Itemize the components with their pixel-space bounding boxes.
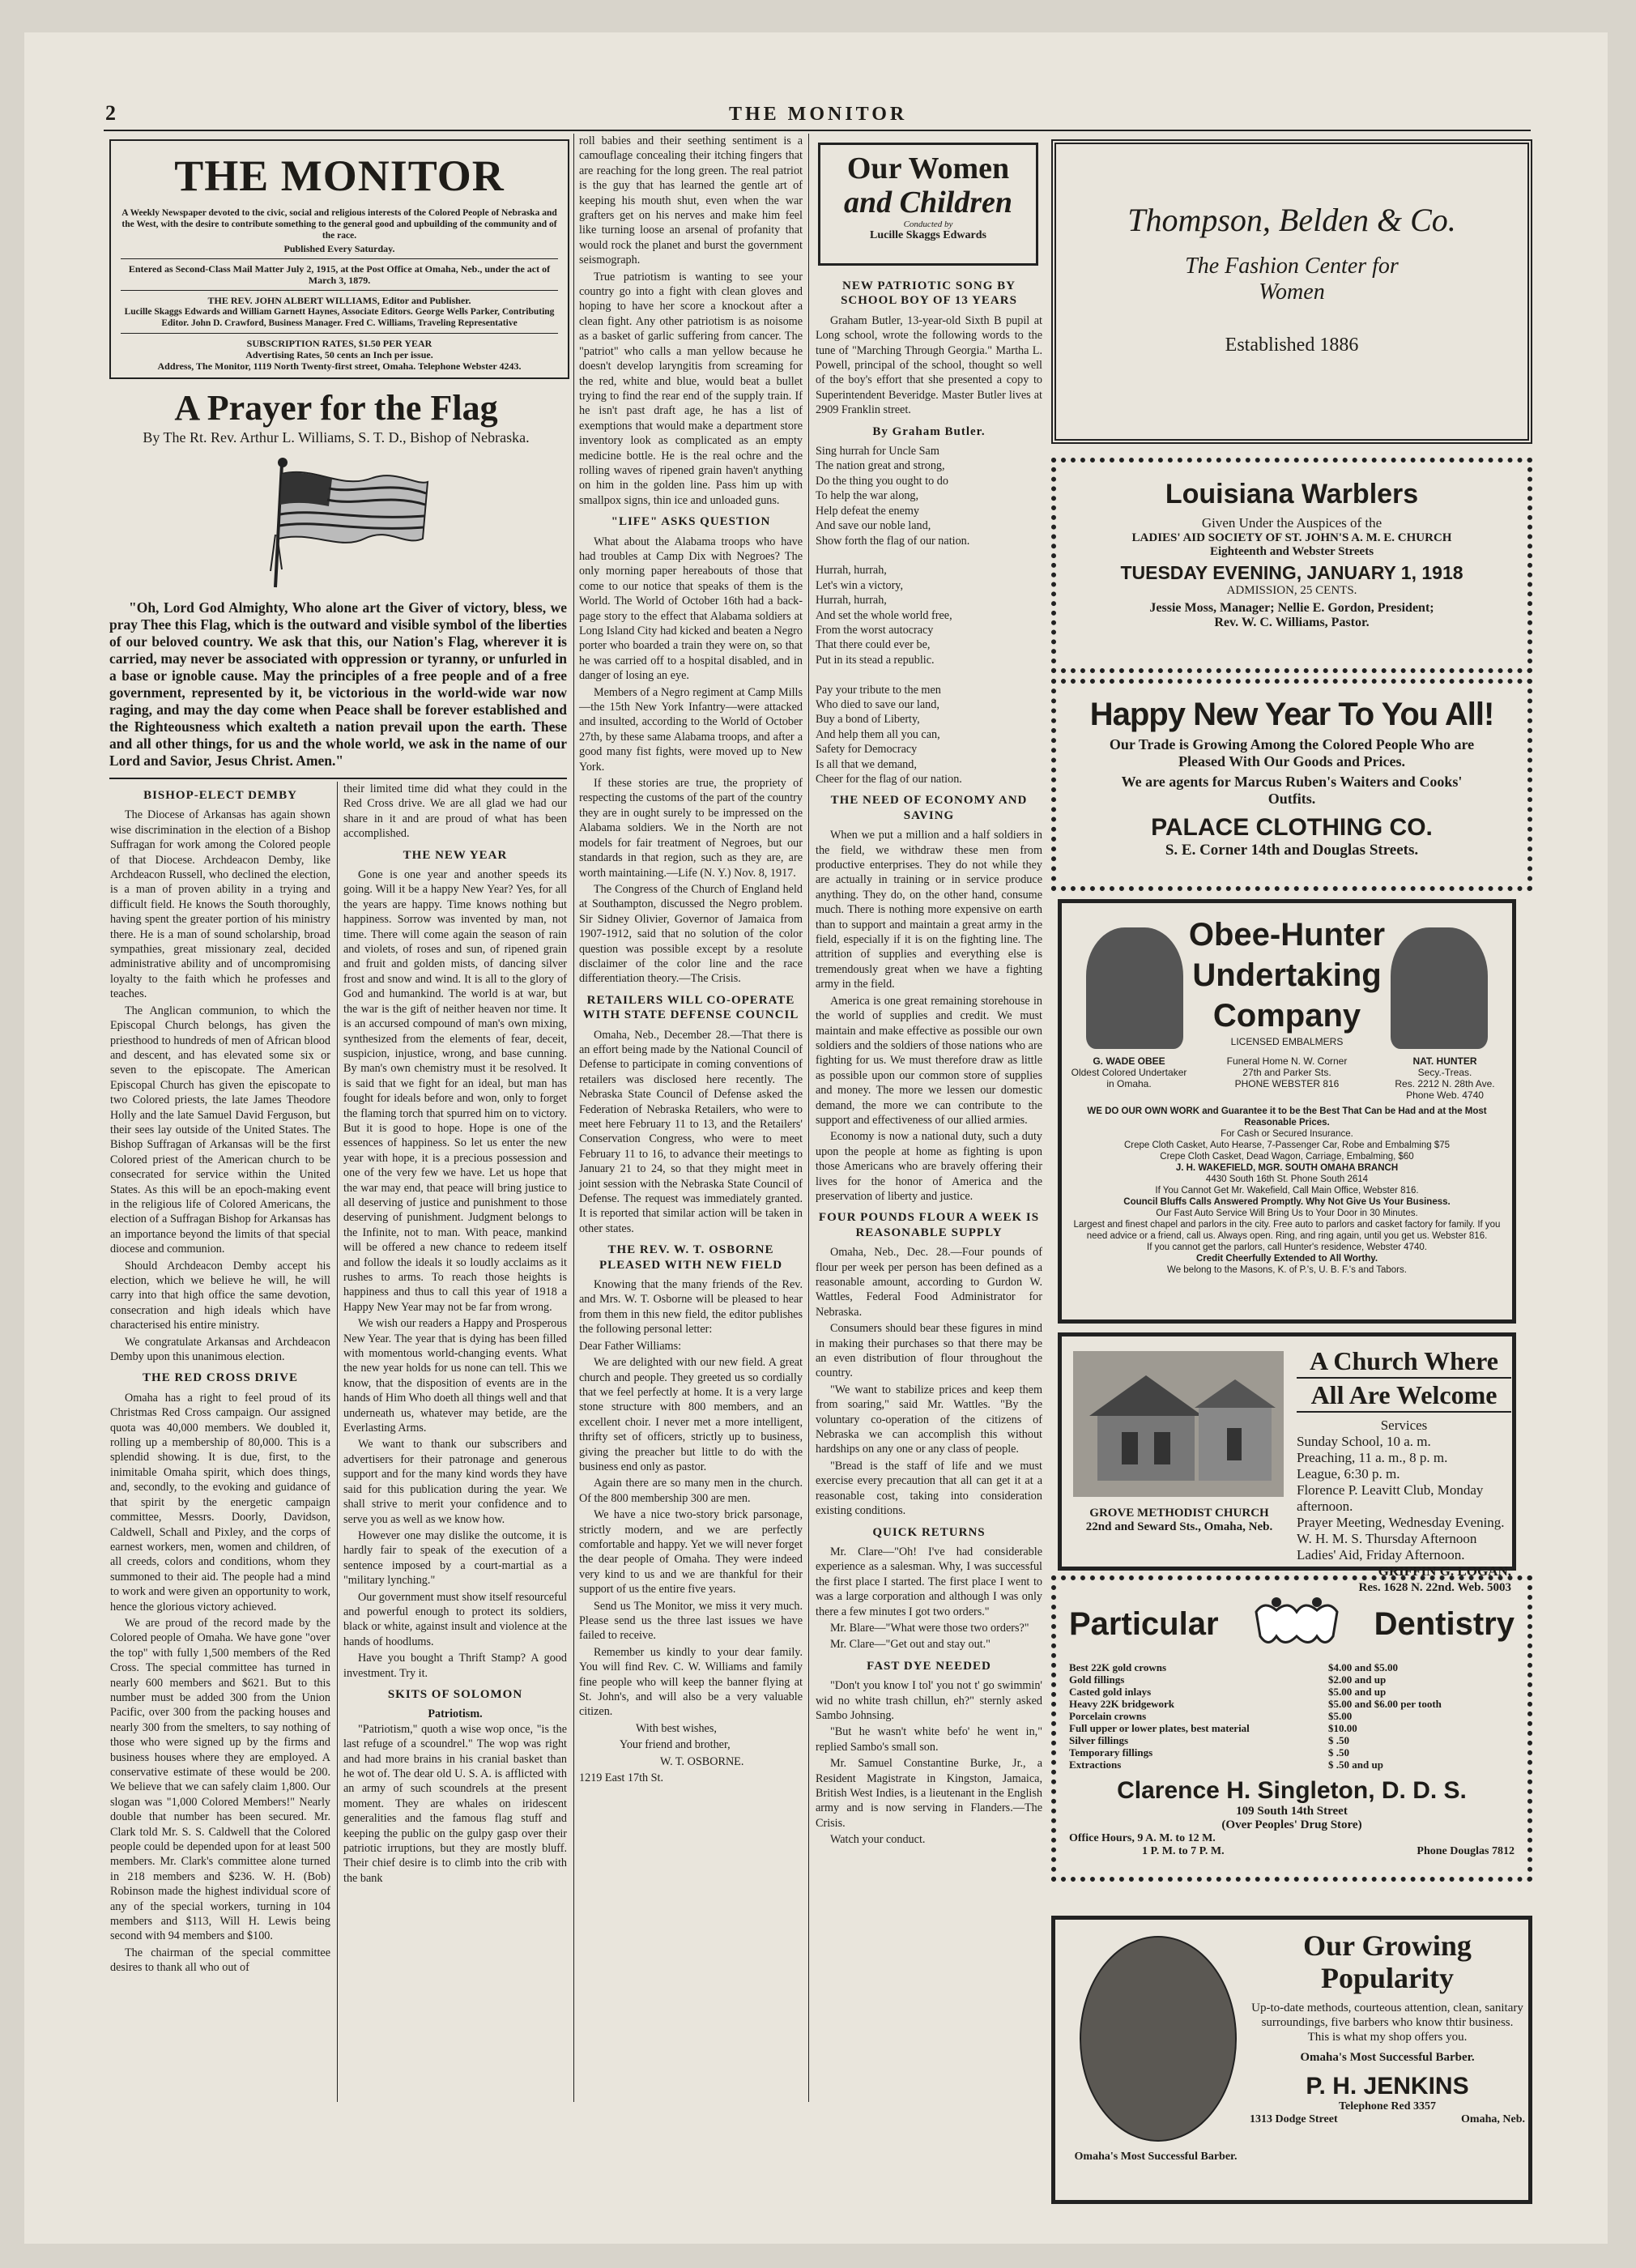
article-paragraph: We have a nice two-story brick parsonage, strictly modern, and we are perfectly comfortable and happy. Yet we will never forget the dear people of Omaha. They were indeed very kind to us and we are thankful for their support of us the entire five years.: [579, 1508, 803, 1597]
article-paragraph: Omaha, Neb., December 28.—That there is an effort being made by the National Council of Defense to participate in coming conventions of retailers was disclosed here recently. The Nebraska State Council of Defense asked the Federation of Nebraska Retailers, who were to meet here February 11 to 13, and the Retailers' Conservation Congress, who were to meet February 11 to 16, to advance their meetings to January 21 to 24, so that they might meet in joint session with the Nebraska State Council of Defense. The request was immediately granted. It is reported that similar action will be taken in other states.: [579, 1028, 803, 1235]
jenkins-name: P. H. JENKINS: [1306, 2073, 1469, 2100]
dentist-phone: Phone Douglas 7812: [1417, 1845, 1515, 1857]
price-value: $5.00: [1328, 1710, 1353, 1722]
church-title: A Church Where: [1297, 1345, 1511, 1379]
jenkins-text: Up-to-date methods, courteous attention, clean, sanitary surroundings, five barbers who know thtir business. This is what my shop offers you.: [1251, 2002, 1523, 2044]
article-paragraph: "We want to stabilize prices and keep them from soaring," said Mr. Wattles. "By the voluntary co-operation of the citizens of Nebraska we can accomplish this without hardships on any one or any class of people.: [816, 1383, 1042, 1456]
warblers-title: Louisiana Warblers: [1165, 479, 1419, 509]
masthead-advertising: Advertising Rates, 50 cents an Inch per issue.: [245, 349, 433, 360]
obee-right-name: NAT. HUNTER: [1412, 1055, 1477, 1067]
article-paragraph: Gone is one year and another speeds its going. Will it be a happy New Year? Yes, for all the years are happy. Time knows nothing but happiness. Sorrow was invented by man, not time. There will come again the season of rain and violets, of roses and sun, of ripened grain and fruit and golden mists, of dancing silver frost and snow and wind. It is all to the glory of God and humankind. The world is at war, but the war is the gift of neither heaven nor time. It is an accursed compound of man's own mixing, synthesized from the elements of fear, deceit, suspicion, injustice, wrong, and base cunning. By man's own chemistry must it be resolved. It is said that we fight for an ideal, but man has fought for ideals before and won, only to forget the flaming torch that spurred him on to victory. But it is good to hope. Hope is one of the essences of happiness. So let us enter the new year with hope, it is a precious possession and one of the very few we have. Let us hope that the war may end, that peace will bring justice to all deserving of justice and punishment to those deserving of punishment. Judgment belongs to the Infinite, not to man. With peace, mankind will be offered a new chance to redeem itself and follow the ideals it so loudly acclaims as it rushes to arms. To reach those heights is happiness and thus to call this year of 1918 a Happy New Year may not be far from wrong.: [343, 868, 567, 1314]
warblers-line: Jessie Moss, Manager; Nellie E. Gordon, President;: [1149, 601, 1434, 615]
obee-body: If you cannot get the parlors, call Hunter's residence, Webster 4740.: [1147, 1243, 1427, 1252]
church-residence: Res. 1628 N. 22nd. Web. 5003: [1358, 1581, 1511, 1594]
obee-mid-line: PHONE WEBSTER 816: [1234, 1078, 1340, 1089]
price-list: [1069, 1661, 1515, 1771]
dentistry-title-2: Dentistry: [1374, 1605, 1515, 1642]
article-paragraph: Send us The Monitor, we miss it very much. Please send us the three last issues we have failed to receive.: [579, 1599, 803, 1643]
article-paragraph: We are proud of the record made by the Colored people of Omaha. We have gone "over the top" with fully 1,500 members of the Red Cross. The special committee has turned in nearly 600 members and $621. But to this number must be added 300 from the Union Pacific, over 300 from the packing houses and nearly 300 from the smelters, to say nothing of those who were signed up by the firms and business houses where they are employed. A conservative estimate of these would be 200. We believe that we can safely claim 1,800. Our slogan was "1,000 Colored Members!" Nearly double that number has been secured. Mr. Clark told Mr. S. S. Caldwell that the Colored people could be depended upon for at least 500 members. Mr. Clark's committee alone turned in 218 members and $236. W. H. (Bob) Robinson made the highest individual score of any of the special workers, turning in 104 members and $113, Will H. Lewis being second with 94 members and $100.: [110, 1616, 330, 1943]
article-paragraph: Should Archdeacon Demby accept his election, which we believe he will, he will carry into that high office the same devotion, consecration and high ideals which have characterised his entire ministry.: [110, 1259, 330, 1332]
price-item: Full upper or lower plates, best material: [1069, 1722, 1250, 1734]
poem-byline: By Graham Butler.: [872, 424, 986, 438]
article-paragraph: "Don't you know I tol' you not t' go swimmin' wid no white trash chillun, eh?" sternly asked Sambo Johnsing.: [816, 1679, 1042, 1722]
price-row: [1069, 1686, 1515, 1698]
obee-right-line: Secy.-Treas.: [1417, 1067, 1472, 1078]
article-paragraph: We want to thank our subscribers and advertisers for their patronage and generous support and for the many kind words they have said for this publication during the year. We shall strive to merit your confidence and to serve you as well as we know how.: [343, 1438, 567, 1526]
obee-body: Crepe Cloth Casket, Auto Hearse, 7-Passenger Car, Robe and Embalming $75: [1123, 1140, 1451, 1150]
header-rule: [104, 130, 1531, 131]
obee-body: We belong to the Masons, K. of P.'s, U. B. F.'s and Tabors.: [1167, 1265, 1407, 1275]
article-paragraph: Graham Butler, 13-year-old Sixth B pupil at Long school, wrote the following words to the tune of "Marching Through Georgia." Martha L. Powell, principal of the school, thought so well of the boy's effort that she presented a copy to Superintendent Beveridge. Master Butler lives at 2909 Franklin street.: [816, 313, 1042, 417]
article-paragraph: their limited time did what they could in the Red Cross drive. We are all glad we had our share in it and are proud of what has been accomplished.: [343, 782, 567, 841]
warblers-line: ADMISSION, 25 CENTS.: [1226, 584, 1357, 597]
article-paragraph: However one may dislike the outcome, it is hardly fair to speak of the execution of a sentence imposed by a court-martial as a "military lynching.": [343, 1528, 567, 1588]
column-4: [816, 272, 1042, 2095]
column-rule: [573, 134, 574, 2102]
article-paragraph: Again there are so many men in the church. Of the 800 membership 300 are men.: [579, 1477, 803, 1505]
jenkins-caption: Omaha's Most Successful Barber.: [1074, 2151, 1238, 2163]
page-number: 2: [105, 101, 116, 125]
article-paragraph: Consumers should bear these figures in mind in making their purchases so that there may be an even distribution of flour throughout the country.: [816, 1322, 1042, 1380]
article-paragraph: Omaha, Neb., Dec. 28.—Four pounds of flour per week per person has been defined as a reasonable amount, according to Gurdon W. Wattles, Federal Food Administrator for Nebraska.: [816, 1246, 1042, 1319]
article-paragraph: Members of a Negro regiment at Camp Mills—the 15th New York Infantry—were attacked and insulted, according to the World of October 27th, by these same Alabama troops, and after a good many fist fights, were moved up to New York.: [579, 685, 803, 774]
ad-jenkins-barber: [1051, 1916, 1532, 2204]
article-paragraph: True patriotism is wanting to see your country go into a fight with clean gloves and hoping to have her score a knockout after a clean fight. Any other patriotism is as noisome as a basket of garlic suffering from cancer. The "patriot" who calls a man yellow because he doesn't develop laryngitis from screaming for the red, white and blue, would beat a bullet trying to find the rear end of the supply train. If he isn't past draft age, he has a list of exemptions that would make a department store inventory look as complicated as an empty medicine bottle. He is the real ochre and the rolling waves of ripened grain haven't anything on him in the golden line. Pass him up with smallpox signs, thin ice and unloaded guns.: [579, 270, 803, 507]
church-line: Florence P. Leavitt Club, Monday afternoon.: [1297, 1482, 1484, 1514]
price-item: Extractions: [1069, 1759, 1122, 1771]
dentist-address: 109 South 14th Street: [1236, 1805, 1348, 1818]
church-line: Preaching, 11 a. m., 8 p. m.: [1297, 1450, 1448, 1465]
church-caption-2: 22nd and Seward Sts., Omaha, Neb.: [1085, 1520, 1273, 1533]
article-paragraph: We wish our readers a Happy and Prosperous New Year. The year that is dying has been filled with momentous world-changing events. What the new year holds for us none can tell. This we know, that the disposition of events are in the hands of Him Who doeth all things well and that underneath us, whatever may betide, are the Everlasting Arms.: [343, 1317, 567, 1435]
running-title: THE MONITOR: [729, 104, 908, 125]
church-line: W. H. M. S. Thursday Afternoon: [1297, 1531, 1477, 1546]
article-paragraph: roll babies and their seething sentiment is a camouflage concealing their itching fingers that are reaching for the long green. The real patriot is the guy that has learned the gentle art of keeping his mouth shut, even when the war grafters get on his nerves and make him feel like turning loose an arsenal of profanity that would rock the planet and burst the government seismograph.: [579, 134, 803, 267]
dentist-hours: Office Hours, 9 A. M. to 12 M.: [1069, 1832, 1216, 1844]
column-1: [110, 782, 330, 2102]
headline-osborne: THE REV. W. T. OSBORNE PLEASED WITH NEW FIELD: [599, 1243, 783, 1272]
palace-line: We are agents for Marcus Ruben's Waiters and Cooks': [1121, 774, 1463, 790]
obee-right-line: Phone Web. 4740: [1406, 1089, 1484, 1101]
palace-address: S. E. Corner 14th and Douglas Streets.: [1165, 842, 1419, 859]
jenkins-title-2: Popularity: [1320, 1962, 1454, 1994]
obee-right-line: Res. 2212 N. 28th Ave.: [1395, 1078, 1495, 1089]
column-3: [579, 134, 803, 2094]
obee-body: Crepe Cloth Casket, Dead Wagon, Carriage, Embalming, $60: [1160, 1152, 1414, 1162]
price-row: [1069, 1698, 1515, 1710]
obee-body: Largest and finest chapel and parlors in the city. Free auto to parlors and casket factory for family. If you need advice or a friend, call us. Always open. Ring, and ring again, until you get us. Webster 816.: [1073, 1220, 1501, 1241]
column-rule: [337, 782, 338, 2102]
price-value: $4.00 and $5.00: [1328, 1661, 1398, 1673]
obee-mid-line: 27th and Parker Sts.: [1242, 1067, 1331, 1078]
headline-new-year: THE NEW YEAR: [403, 848, 508, 862]
obee-body: J. H. WAKEFIELD, MGR. SOUTH OMAHA BRANCH: [1175, 1163, 1399, 1173]
palace-line: Our Trade is Growing Among the Colored People Who are: [1109, 736, 1475, 752]
ad-dentistry: [1051, 1575, 1532, 1882]
ad-grove-church: [1058, 1332, 1516, 1594]
ad-louisiana-warblers: [1051, 458, 1532, 673]
obee-title: Obee-Hunter: [1188, 917, 1386, 953]
warblers-line: Rev. W. C. Williams, Pastor.: [1214, 616, 1370, 629]
church-title-2: All Are Welcome: [1297, 1379, 1511, 1413]
article-paragraph: The Diocese of Arkansas has again shown wise discrimination in the election of a Bishop Suffragan for work among the Colored people of that Diocese. Archdeacon Demby, like Archdeacon Russell, who declined the election, is a man of proven ability in a trying and difficult field. He knows the South thoroughly, having spent the greater portion of his ministry there. He is a man of sound scholarship, broad sympathies, great missionary zeal, decided administrative ability and of uncompromising loyalty to the faith which he professes and teaches.: [110, 808, 330, 1001]
masthead-editor: THE REV. JOHN ALBERT WILLIAMS, Editor and Publisher.: [207, 295, 471, 306]
obee-body: 4430 South 16th St. Phone South 2614: [1205, 1174, 1369, 1184]
letter-closing: Your friend and brother,: [620, 1738, 731, 1752]
obee-left-name: G. WADE OBEE: [1093, 1055, 1165, 1067]
dentist-hours-2: 1 P. M. to 7 P. M.: [1142, 1845, 1225, 1857]
conducted-by: Conducted by: [903, 220, 953, 229]
price-row: [1069, 1759, 1515, 1771]
price-item: Temporary fillings: [1069, 1746, 1153, 1759]
ad-thompson-belden: [1051, 139, 1532, 444]
church-illustration: [1073, 1351, 1284, 1497]
dentistry-title: Particular: [1069, 1605, 1219, 1642]
masthead-address: Address, The Monitor, 1119 North Twenty-first street, Omaha. Telephone Webster 4243.: [157, 360, 522, 372]
dentist-name: Clarence H. Singleton, D. D. S.: [1117, 1777, 1467, 1804]
price-item: Gold fillings: [1069, 1673, 1125, 1686]
masthead-description: A Weekly Newspaper devoted to the civic, social and religious interests of the Colored People of Nebraska and the West, with the desire to contribute something to the general good and upbuilding of the community and of the race.: [121, 208, 557, 241]
price-item: Silver fillings: [1069, 1734, 1129, 1746]
masthead-title: THE MONITOR: [174, 151, 505, 200]
palace-line: Outfits.: [1267, 791, 1316, 807]
price-row: [1069, 1734, 1515, 1746]
headline-red-cross: THE RED CROSS DRIVE: [143, 1371, 298, 1385]
palace-name: PALACE CLOTHING CO.: [1151, 814, 1433, 841]
price-value: $2.00 and up: [1328, 1673, 1387, 1686]
article-paragraph: "Patriotism," quoth a wise wop once, "is the last refuge of a scoundrel." The wop was right and had more brains in his cranial basket than he wot of. The dear old U. S. A. is afflicted with an army of such scoundrels at the present moment. They are whales on iridescent generalities and the famous flag stuff and keeping the public on the gulpy gasp over their patriotic irruptions, but they are mostly bluff. Their chief desire is to climb into the crib with the bank: [343, 1722, 567, 1885]
ad-obee-hunter: [1058, 899, 1516, 1324]
obee-mid-line: Funeral Home N. W. Corner: [1226, 1055, 1348, 1067]
jenkins-city: Omaha, Neb.: [1461, 2113, 1525, 2125]
price-row: [1069, 1661, 1515, 1673]
price-value: $10.00: [1328, 1722, 1357, 1734]
letter-salutation: Dear Father Williams:: [579, 1339, 682, 1353]
church-line: Prayer Meeting, Wednesday Evening.: [1297, 1515, 1505, 1530]
church-line: League, 6:30 p. m.: [1297, 1466, 1400, 1481]
headline-skits: SKITS OF SOLOMON: [387, 1687, 523, 1701]
obee-body: WE DO OUR OWN WORK and Guarantee it to be the Best That Can be Had and at the Most Reasonable Prices.: [1087, 1106, 1487, 1128]
warblers-date: TUESDAY EVENING, JANUARY 1, 1918: [1120, 562, 1463, 583]
women-children-box: [818, 143, 1038, 266]
church-caption: GROVE METHODIST CHURCH: [1089, 1507, 1269, 1520]
women-children-title-2: and Children: [843, 185, 1013, 220]
obee-body: If You Cannot Get Mr. Wakefield, Call Main Office, Webster 816.: [1155, 1186, 1419, 1196]
article-paragraph: When we put a million and a half soldiers in the field, we withdraw these men from productive enterprises. They do not while they are actually in training or in service produce anything. They do, on the other hand, consume much. There is nothing more expensive on earth than to support and maintain a great army in the field, especially if it is on the fighting line. The attrition of supplies and everything else is tremendously great when we have a fighting army in the field.: [816, 829, 1042, 991]
price-value: $5.00 and up: [1328, 1686, 1387, 1698]
thompson-name: Thompson, Belden & Co.: [1127, 202, 1456, 238]
article-paragraph: Economy is now a national duty, such a duty upon the people at home as fighting is upon those Americans who are bravely offering their lives for the honor of America and the preservation of liberty and justice.: [816, 1130, 1042, 1203]
price-item: Best 22K gold crowns: [1069, 1661, 1167, 1673]
letter-signature: W. T. OSBORNE.: [660, 1754, 744, 1768]
headline-bishop-elect: BISHOP-ELECT DEMBY: [143, 789, 297, 802]
church-pastor: GRIFFIN G. LOGAN,: [1378, 1563, 1511, 1579]
price-row: [1069, 1673, 1515, 1686]
prayer-rule: [109, 778, 567, 779]
price-row: [1069, 1746, 1515, 1759]
column-rule: [808, 134, 809, 2102]
portrait-obee: [1086, 927, 1183, 1049]
article-paragraph: Mr. Clare—"Get out and stay out.": [830, 1638, 991, 1652]
article-paragraph: Have you bought a Thrift Stamp? A good investment. Try it.: [343, 1652, 567, 1680]
obee-title-2: Undertaking: [1192, 957, 1382, 993]
article-paragraph: We are delighted with our new field. A great church and people. They greeted us so cordially that we feel perfectly at home. It is a very large stone structure with 800 members, and an excellent choir. I never met a more intelligent, thrifty set of officers, strictly up to business, giving the preacher but little to do with the business end only as pastor.: [579, 1356, 803, 1473]
jenkins-title: Our Growing: [1303, 1929, 1472, 1962]
headline-flour: FOUR POUNDS FLOUR A WEEK IS REASONABLE SUPPLY: [818, 1211, 1040, 1239]
warblers-line: Given Under the Auspices of the: [1201, 515, 1383, 531]
prayer-text: "Oh, Lord God Almighty, Who alone art the Giver of victory, bless, we pray Thee this Flag, which is the outward and visible symbol of the liberties of our beloved country. We ask that this, our Nation's Flag, wherever it is carried, may never be associated with oppression or tyranny, or unfurled in a base or ignoble cause. May the principles of a free people and of a free government, represented by it, be victorious in the world-wide war now raging, and may the day come when Peace shall be forever established and the Righteousness which exalteth a nation prevail upon the earth. These and all other things, for us and the whole world, we ask in the name of our Lord and Savior, Jesus Christ. Amen.": [109, 599, 567, 769]
patriotic-poem: Sing hurrah for Uncle Sam The nation great and strong, Do the thing you ought to do To help the war along, Help defeat the enemy And save our noble land, Show forth the flag of our nation. Hurrah, hurrah, Let's win a victory, Hurrah, hurrah, And set the whole world free, From the worst autocracy That there could ever be, Put in its stead a republic. Pay your tribute to the men Who died to save our land, Buy a bond of Liberty, And help them all you can, Safety for Democracy Is all that we demand, Cheer for the flag of our nation.: [816, 445, 970, 786]
teeth-icon: [1248, 1596, 1345, 1652]
article-paragraph: Remember us kindly to your dear family. You will find Rev. C. W. Williams and family fine people who will keep the banner flying at St. John's, and will also be a very valuable citizen.: [579, 1645, 803, 1719]
church-services: Services: [1380, 1418, 1428, 1433]
warblers-line: LADIES' AID SOCIETY OF ST. JOHN'S A. M. E. CHURCH: [1131, 531, 1452, 544]
headline-patriotic-song: NEW PATRIOTIC SONG BY SCHOOL BOY OF 13 YEARS: [841, 279, 1017, 308]
thompson-established: Established 1886: [1225, 335, 1359, 356]
article-paragraph: Mr. Samuel Constantine Burke, Jr., a Resident Magistrate in Kingston, Jamaica, British West Indies, is a lieutenant in the English army and is now serving in Flanders.—The Crisis.: [816, 1757, 1042, 1830]
article-paragraph: Mr. Blare—"What were those two orders?": [830, 1621, 1029, 1635]
obee-title-3: Company: [1212, 998, 1361, 1034]
article-paragraph: The Anglican communion, to which the Episcopal Church belongs, has given the priesthood to hundreds of men of African blood and descent, and has elevated some six or seven to the episcopate. The American Episcopal Church has given the episcopate to two Colored priests, the late James Theodore Holly and the late Samuel David Ferguson, but their sees lay outside of the United States. The Bishop Suffragan of Arkansas will be the first Colored priest of the American church to be consecrated for service within the United States. As this will be an epoch-making event in the religious life of Colored Americans, the election of a Suffragan Bishop for Arkansas has an importance beyond the limits of that special diocese and communion.: [110, 1004, 330, 1256]
jenkins-address: 1313 Dodge Street: [1250, 2113, 1338, 2125]
article-paragraph: The Congress of the Church of England held at Southampton, discussed the Negro problem. Sir Sidney Olivier, Governor of Jamaica from 1907-1912, said that no solution of the color question was possible except by a resolute disclaimer of the color line and the race differentiation theory.—The Crisis.: [579, 882, 803, 986]
article-paragraph: Mr. Clare—"Oh! I've had considerable experience as a salesman. Why, I was successful the first place I started. The first place I went to was a large corporation and although I was only there a few minutes I got two orders.": [816, 1545, 1042, 1618]
masthead-published: Published Every Saturday.: [283, 243, 395, 254]
women-children-title: Our Women: [846, 151, 1010, 185]
obee-body: Council Bluffs Calls Answered Promptly. Why Not Give Us Your Business.: [1123, 1197, 1451, 1207]
palace-line: Pleased With Our Goods and Prices.: [1178, 753, 1406, 770]
letter-closing: With best wishes,: [636, 1721, 717, 1735]
flag-illustration: [267, 458, 429, 591]
letter-address: 1219 East 17th St.: [579, 1771, 664, 1785]
price-row: [1069, 1710, 1515, 1722]
article-paragraph: Omaha has a right to feel proud of its Christmas Red Cross campaign. Our assigned quota was 40,000 members. We doubled it, rolling up a membership of 80,000. This is a splendid showing. It is due, first, to the inimitable Omaha spirit, which does things, and, secondly, to the evoking and guidance of that spirit by the energetic campaign committee, Messrs. Doorly, Davidson, Caldwell, Schall and Pixley, and the corps of earnest workers, men, women and children, of all creeds, colors and conditions, whom they summoned to their aid. The people had a mind to work and were given an opportunity to work, hence the glorious victory achieved.: [110, 1391, 330, 1614]
warblers-line: Eighteenth and Webster Streets: [1209, 545, 1374, 558]
dentist-address-2: (Over Peoples' Drug Store): [1221, 1818, 1362, 1831]
prayer-title: A Prayer for the Flag: [174, 388, 498, 428]
article-paragraph: Knowing that the many friends of the Rev. and Mrs. W. T. Osborne will be pleased to hear from them in this new field, the editor publishes the following personal letter:: [579, 1278, 803, 1336]
headline-retailers: RETAILERS WILL CO-OPERATE WITH STATE DEFENSE COUNCIL: [582, 993, 799, 1022]
ad-palace-clothing: [1051, 679, 1532, 891]
thompson-tagline-2: Women: [1259, 279, 1325, 305]
church-line: Sunday School, 10 a. m.: [1297, 1434, 1431, 1449]
headline-quick-returns: QUICK RETURNS: [872, 1525, 986, 1539]
masthead-box: [109, 139, 569, 379]
price-item: Porcelain crowns: [1069, 1710, 1147, 1722]
article-paragraph: The chairman of the special committee desires to thank all who out of: [110, 1946, 330, 1975]
headline-fast-dye: FAST DYE NEEDED: [867, 1659, 991, 1673]
article-paragraph: Watch your conduct.: [830, 1833, 926, 1847]
article-paragraph: "But he wasn't white befo' he went in," replied Sambo's small son.: [816, 1725, 1042, 1754]
article-paragraph: If these stories are true, the propriety of respecting the customs of the part of the country they are in ought surely to be impressed on the Alabama soldiers. We in the North are not models for fair treatment of Negroes, but our standards in that region, such as they are, are worth maintaining.—Life (N. Y.) Nov. 8, 1917.: [579, 777, 803, 880]
column-2: [343, 782, 567, 2102]
portrait-hunter: [1391, 927, 1488, 1049]
palace-title: Happy New Year To You All!: [1089, 697, 1494, 732]
conductor-name: Lucille Skaggs Edwards: [870, 229, 986, 241]
article-paragraph: America is one great remaining storehouse in the world of supplies and credit. We must maintain and make effective as possible our own soldiers and the soldiers of those nations who are fighting for us. We must therefore draw as little as possible upon our common store of supplies and money. The more we lessen our domestic demand, the more we can contribute to the support and effectiveness of our allied armies.: [816, 994, 1042, 1127]
jenkins-slogan: Omaha's Most Successful Barber.: [1300, 2051, 1475, 2064]
article-paragraph: We congratulate Arkansas and Archdeacon Demby upon this unanimous election.: [110, 1335, 330, 1364]
obee-left-caption: Oldest Colored Undertaker in Omaha.: [1071, 1067, 1187, 1089]
headline-life-asks: "LIFE" ASKS QUESTION: [611, 515, 771, 529]
article-paragraph: "Bread is the staff of life and we must exercise every precaution that all can get it at a reasonable cost, taking into consideration existing conditions.: [816, 1459, 1042, 1518]
thompson-tagline: The Fashion Center for: [1185, 254, 1399, 279]
price-item: Heavy 22K bridgework: [1069, 1698, 1174, 1710]
headline-economy: THE NEED OF ECONOMY AND SAVING: [830, 794, 1028, 822]
price-value: $ .50: [1328, 1746, 1349, 1759]
masthead-entered: Entered as Second-Class Mail Matter July 2, 1915, at the Post Office at Omaha, Neb., under the act of March 3, 1879.: [128, 263, 551, 286]
article-paragraph: Our government must show itself resourceful and powerful enough to protect its soldiers, black or white, against insult and violence at the hands of hoodlums.: [343, 1590, 567, 1648]
subheading-patriotism: Patriotism.: [428, 1707, 483, 1721]
price-value: $5.00 and $6.00 per tooth: [1328, 1698, 1442, 1710]
obee-body: For Cash or Secured Insurance.: [1221, 1129, 1353, 1139]
jenkins-phone: Telephone Red 3357: [1338, 2100, 1437, 2112]
obee-licensed: LICENSED EMBALMERS: [1230, 1036, 1344, 1047]
obee-body: Our Fast Auto Service Will Bring Us to Your Door in 30 Minutes.: [1156, 1209, 1418, 1218]
church-line: Ladies' Aid, Friday Afternoon.: [1297, 1547, 1465, 1562]
article-paragraph: What about the Alabama troops who have had troubles at Camp Dix with Negroes? The only morning paper hereabouts of those that come to our notice that speaks of them is the World. The World of October 16th had a back-page story to the effect that Alabama soldiers at Long Island City had kicked and beaten a Negro porter who boarded a train they were on, so that he was carried off to a hospital disabled, and in danger of losing an eye.: [579, 535, 803, 683]
prayer-byline: By The Rt. Rev. Arthur L. Williams, S. T. D., Bishop of Nebraska.: [143, 429, 530, 446]
price-value: $ .50 and up: [1328, 1759, 1383, 1771]
price-item: Casted gold inlays: [1069, 1686, 1152, 1698]
masthead-associates: Lucille Skaggs Edwards and William Garnett Haynes, Associate Editors. George Wells Parker, Contributing Editor. John D. Crawford, Business Manager. Fred C. Williams, Traveling Representative: [124, 307, 555, 328]
price-value: $ .50: [1328, 1734, 1349, 1746]
masthead-subscription: SUBSCRIPTION RATES, $1.50 PER YEAR: [246, 338, 432, 349]
price-row: [1069, 1722, 1515, 1734]
portrait-jenkins: [1080, 1936, 1237, 2142]
obee-body: Credit Cheerfully Extended to All Worthy.: [1195, 1254, 1378, 1264]
